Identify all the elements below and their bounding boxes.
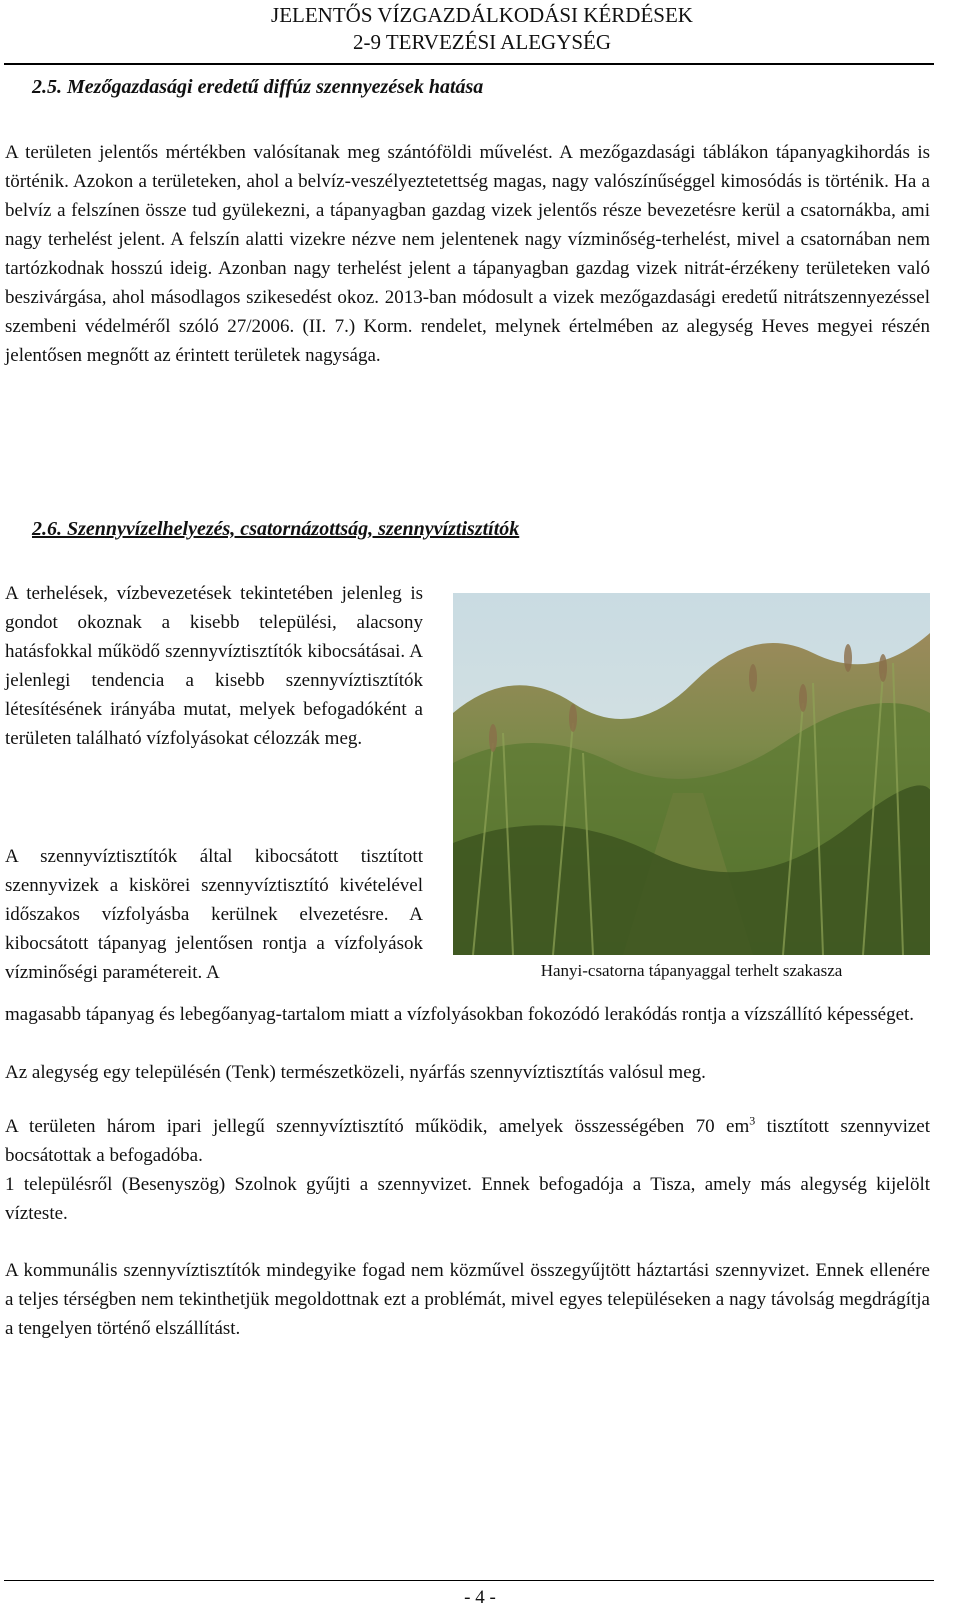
para-2-text: A szennyvíztisztítók által kibocsátott tisztított szennyvizek a kiskörei szennyvíztisztító kivételével időszakos vízfolyásba kerülnek elvezetésre. A kibocsátott tápanyag jelentősen rontja a vízfolyások vízminőségi paramétereit. A bbox=[5, 846, 423, 983]
photo-image bbox=[453, 593, 930, 955]
section-2-6-para-2-continued bbox=[5, 1000, 930, 1029]
para-4-end: tisztított szennyvizet bocsátottak a befogadóba. bbox=[5, 1116, 931, 1166]
footer-rule bbox=[4, 1580, 934, 1581]
reed-channel-photo bbox=[453, 593, 930, 955]
section-2-5-text: A területen jelentős mértékben valósítanak meg szántóföldi művelést. A mezőgazdasági táblákon tápanyagkihordás is történik. Azokon a területeken, ahol a belvíz-veszélyeztetettség magas, nagy valószínűséggel kimosódás is történik. Ha a belvíz a felszínen össze tud gyülekezni, a tápanyagban gazdag vizek jelentős része bevezetésre kerül a csatornákba, ami nagy terhelést jelent. A felszín alatti vizekre nézve nem jelentenek nagy vízminőség-terhelést, mivel a csatornában nem tartózkodnak hosszú ideig. Azonban nagy terhelést jelent a tápanyagban gazdag vizek nitrát-érzékeny területeken való beszivárgása, ahol másodlagos szikesedést okoz. 2013-ban módosult a vizek mezőgazdasági eredetű nitrátszennyezéssel szembeni védelméről szóló 27/2006. (II. 7.) Korm. rendelet, melynek értelmében az alegység Heves megyei részén jelentősen megnőtt az érintett területek nagysága. bbox=[5, 142, 930, 366]
section-2-5-title: 2.5. Mezőgazdasági eredetű diffúz szennyezések hatása bbox=[32, 76, 484, 98]
para-3-text: Az alegység egy településén (Tenk) természetközeli, nyárfás szennyvíztisztítás valósul meg. bbox=[5, 1062, 706, 1083]
header-line-2: 2-9 TERVEZÉSI ALEGYSÉG bbox=[352, 30, 612, 54]
header-rule bbox=[4, 63, 934, 65]
header-line-1: JELENTŐS VÍZGAZDÁLKODÁSI KÉRDÉSEK bbox=[271, 3, 693, 27]
section-2-6-title: 2.6. Szennyvízelhelyezés, csatornázottság, szennyvíztisztítók bbox=[32, 518, 520, 540]
section-2-6-para-3 bbox=[5, 1058, 930, 1087]
section-2-6-para-6 bbox=[5, 1256, 930, 1343]
section-2-6-para-2 bbox=[5, 842, 423, 987]
section-2-6-para-4 bbox=[5, 1112, 930, 1170]
para-4-text bbox=[5, 1112, 930, 1170]
page-number: - 4 - bbox=[464, 1587, 496, 1608]
section-2-6-para-1 bbox=[5, 579, 423, 753]
para-4-superscript: 3 bbox=[749, 1113, 756, 1128]
para-1-text: A terhelések, vízbevezetések tekintetében jelenleg is gondot okoznak a kisebb települési, alacsony hatásfokkal működő szennyvíztisztítók kibocsátásai. A jelenlegi tendencia a kisebb szennyvíztisztítók létesítésének irányába mutat, melyek befogadóként a területen található vízfolyásokat célozzák meg. bbox=[5, 583, 423, 749]
photo-caption: Hanyi-csatorna tápanyaggal terhelt szakasza bbox=[540, 961, 843, 980]
para-6-text: A kommunális szennyvíztisztítók mindegyike fogad nem közművel összegyűjtött háztartási szennyvizet. Ennek ellenére a teljes térségben nem tekinthetjük megoldottnak ezt a problémát, mivel egyes településeken a nagy távolság megdrágítja a tengelyen történő elszállítást. bbox=[5, 1260, 930, 1339]
para-5-text: 1 településről (Besenyszög) Szolnok gyűjti a szennyvizet. Ennek befogadója a Tisza, amely más alegység kijelölt vízteste. bbox=[5, 1174, 930, 1224]
para-2-cont-text: magasabb tápanyag és lebegőanyag-tartalom miatt a vízfolyásokban fokozódó lerakódás rontja a vízszállító képességet. bbox=[5, 1004, 915, 1025]
section-2-6-para-5 bbox=[5, 1170, 930, 1228]
document-header bbox=[222, 2, 742, 56]
para-4-main: A területen három ipari jellegű szennyvíztisztító működik, amelyek összességében 70 em bbox=[5, 1116, 750, 1137]
section-2-5-paragraph bbox=[5, 138, 930, 370]
